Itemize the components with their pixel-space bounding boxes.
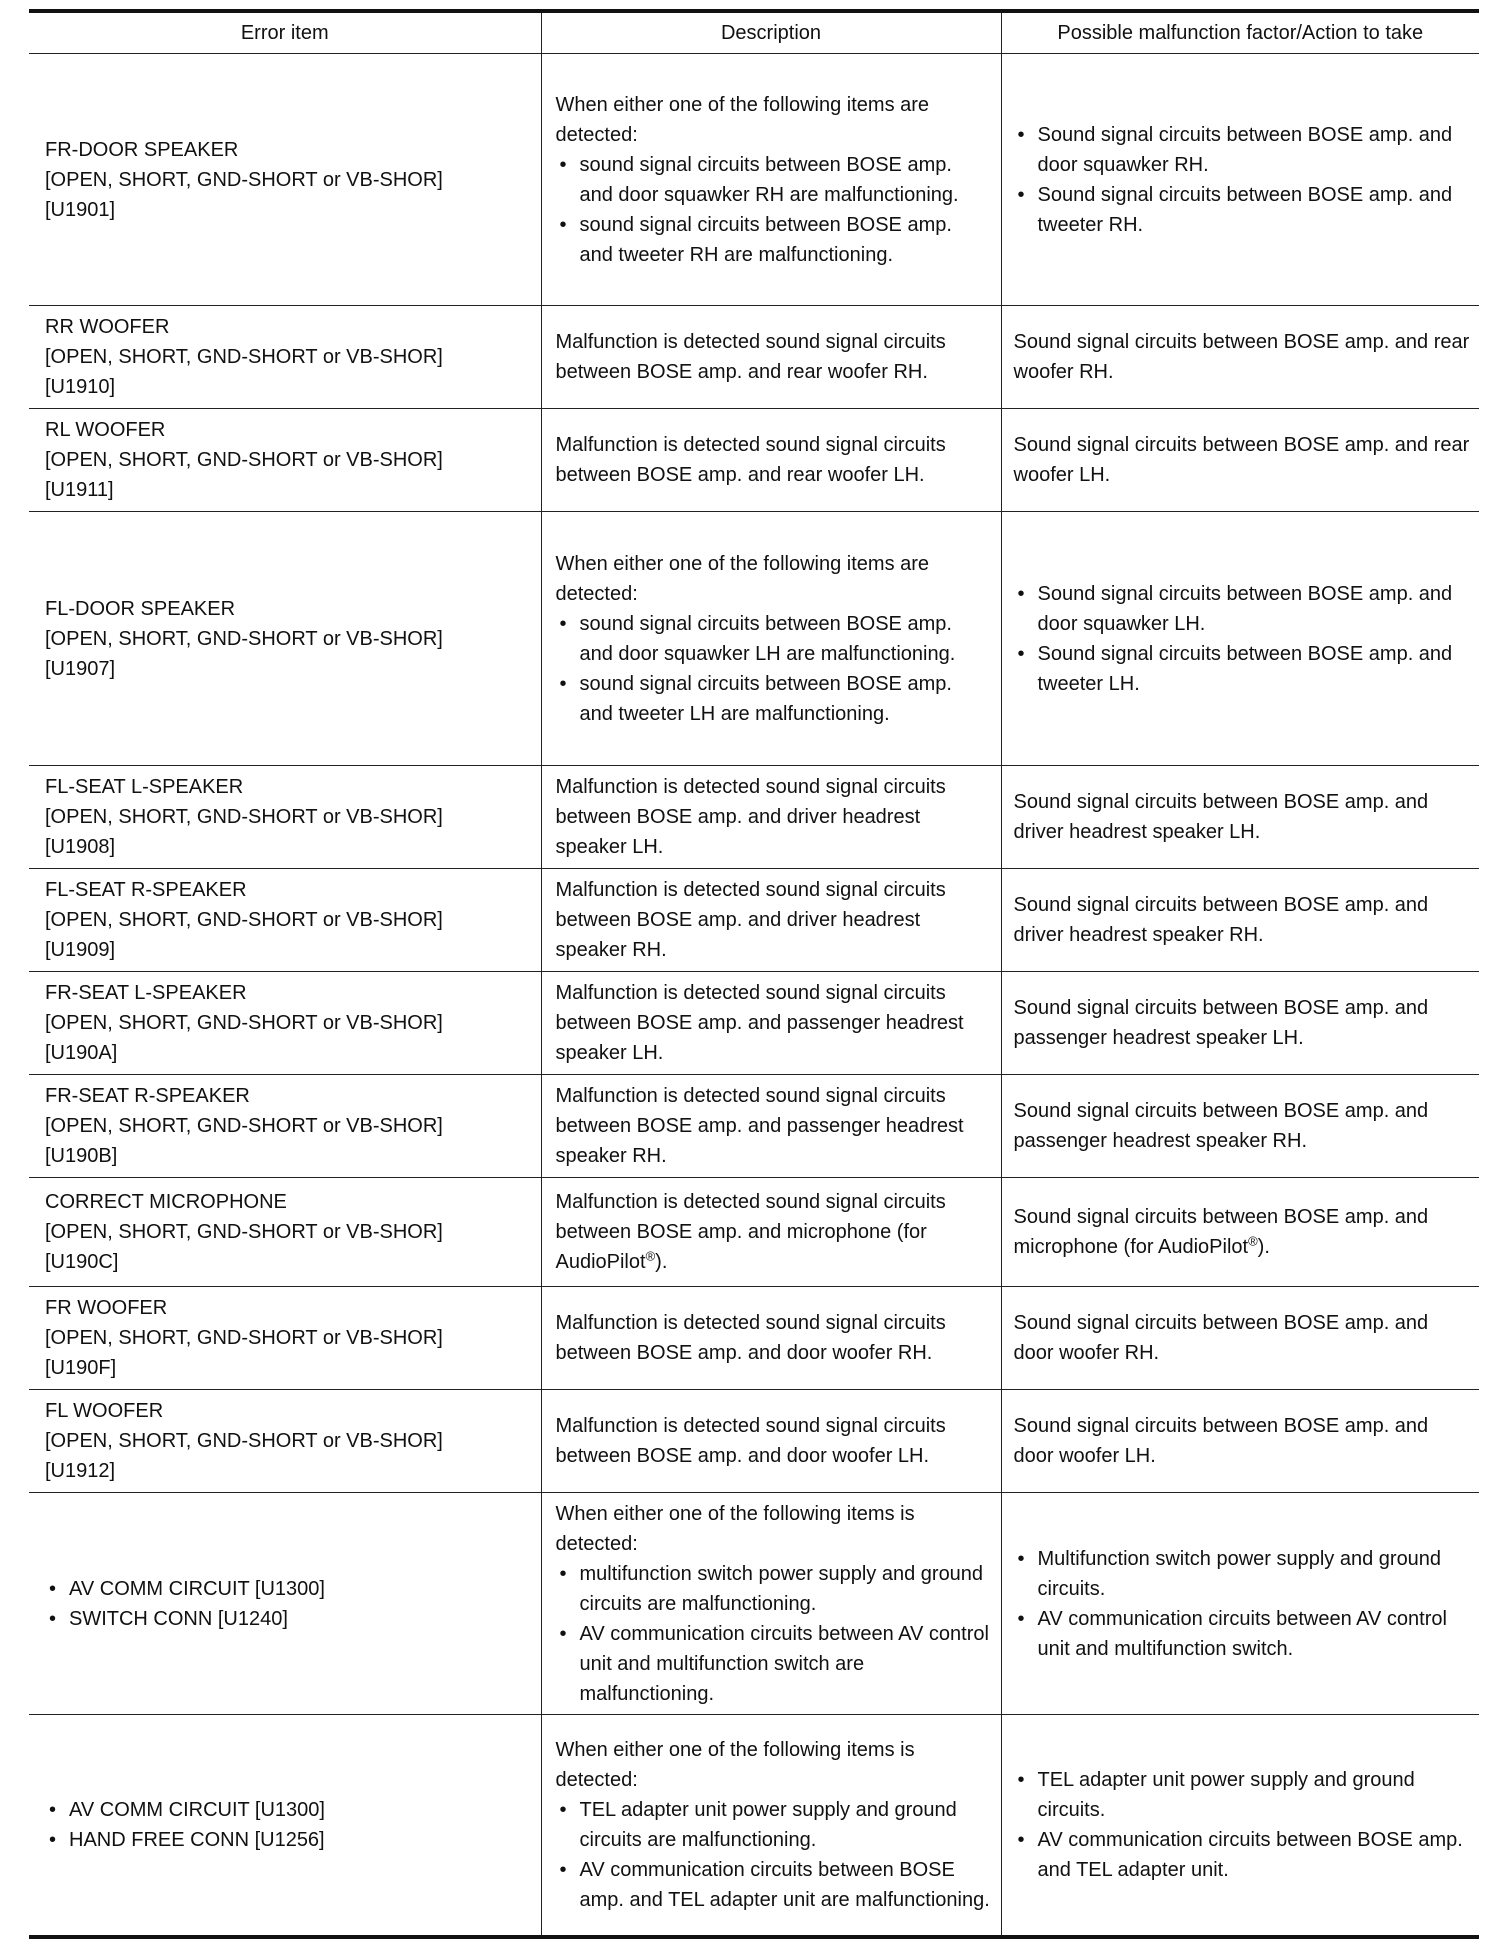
action-list: [1014, 120, 1472, 240]
error-item-name: FL-DOOR SPEAKER: [45, 597, 236, 620]
error-item-code: [U1909]: [45, 939, 116, 961]
description-intro: When either one of the following items is detected:: [555, 1738, 915, 1791]
action-bullet: • Sound signal circuits between BOSE amp. and tweeter RH.: [1014, 180, 1472, 240]
action-list: [1014, 579, 1472, 699]
action-cell: Sound signal circuits between BOSE amp. and door woofer RH.: [1001, 1287, 1479, 1390]
error-item-cell: [29, 869, 541, 972]
table-row: [29, 869, 1479, 972]
description-list: [556, 1559, 991, 1709]
description-cell: Malfunction is detected sound signal circuits between BOSE amp. and driver headrest speaker RH.: [541, 869, 1001, 972]
error-item-code: [U1901]: [45, 198, 116, 221]
table-row: [29, 1075, 1479, 1178]
error-item-condition: [OPEN, SHORT, GND-SHORT or VB-SHOR]: [45, 1221, 443, 1243]
action-suffix: ).: [1257, 1236, 1270, 1258]
action-bullet: • TEL adapter unit power supply and ground circuits.: [1014, 1765, 1472, 1825]
error-item-cell: [29, 306, 541, 409]
error-item-cell: [29, 1493, 541, 1715]
error-item-bullet: • SWITCH CONN [U1240]: [45, 1604, 527, 1634]
registered-mark: ®: [1248, 1233, 1258, 1249]
error-item-cell: [29, 1075, 541, 1178]
action-cell: Sound signal circuits between BOSE amp. and driver headrest speaker LH.: [1001, 766, 1479, 869]
error-item-condition: [OPEN, SHORT, GND-SHORT or VB-SHOR]: [45, 1115, 443, 1137]
error-item-code: [U190A]: [45, 1042, 118, 1064]
description-list: [556, 609, 991, 729]
action-cell: [1001, 1178, 1479, 1287]
description-bullet: • sound signal circuits between BOSE amp. and tweeter RH are malfunctioning.: [556, 210, 991, 270]
description-cell: Malfunction is detected sound signal circuits between BOSE amp. and rear woofer LH.: [541, 409, 1001, 512]
table-row: [29, 306, 1479, 409]
error-item-code: [U1908]: [45, 836, 116, 858]
action-cell: Sound signal circuits between BOSE amp. and rear woofer RH.: [1001, 306, 1479, 409]
description-cell: Malfunction is detected sound signal circuits between BOSE amp. and driver headrest speaker LH.: [541, 766, 1001, 869]
error-item-list: [45, 1795, 527, 1855]
description-bullet: • AV communication circuits between BOSE amp. and TEL adapter unit are malfunctioning.: [556, 1855, 991, 1915]
description-cell: Malfunction is detected sound signal circuits between BOSE amp. and door woofer RH.: [541, 1287, 1001, 1390]
error-item-name: FR-DOOR SPEAKER: [45, 138, 239, 161]
action-cell: [1001, 512, 1479, 766]
description-list: [556, 1795, 991, 1915]
error-item-code: [U1910]: [45, 376, 116, 398]
error-item-name: FR-SEAT L-SPEAKER: [45, 982, 247, 1004]
error-item-name: FR WOOFER: [45, 1297, 168, 1319]
table-row: [29, 1390, 1479, 1493]
action-cell: Sound signal circuits between BOSE amp. and passenger headrest speaker LH.: [1001, 972, 1479, 1075]
header-error-item: Error item: [29, 11, 541, 54]
table-header-row: [29, 11, 1479, 54]
error-item-cell: [29, 1715, 541, 1937]
description-cell: Malfunction is detected sound signal circuits between BOSE amp. and door woofer LH.: [541, 1390, 1001, 1493]
table-row: [29, 1287, 1479, 1390]
error-item-bullet: • AV COMM CIRCUIT [U1300]: [45, 1795, 527, 1825]
description-bullet: • sound signal circuits between BOSE amp. and door squawker LH are malfunctioning.: [556, 609, 991, 669]
action-list: [1014, 1765, 1472, 1885]
table-row: [29, 1493, 1479, 1715]
error-item-condition: [OPEN, SHORT, GND-SHORT or VB-SHOR]: [45, 1430, 443, 1452]
error-item-condition: [OPEN, SHORT, GND-SHORT or VB-SHOR]: [45, 1327, 443, 1349]
table-row: [29, 1715, 1479, 1937]
action-bullet: • Sound signal circuits between BOSE amp. and tweeter LH.: [1014, 639, 1472, 699]
description-cell: [541, 1715, 1001, 1937]
action-bullet: • Multifunction switch power supply and ground circuits.: [1014, 1544, 1472, 1604]
action-cell: [1001, 1493, 1479, 1715]
action-cell: Sound signal circuits between BOSE amp. and driver headrest speaker RH.: [1001, 869, 1479, 972]
error-item-name: FL-SEAT R-SPEAKER: [45, 879, 247, 901]
error-item-code: [U190F]: [45, 1357, 117, 1379]
header-description: Description: [541, 11, 1001, 54]
error-item-name: RR WOOFER: [45, 316, 170, 338]
description-cell: [541, 512, 1001, 766]
error-item-code: [U1912]: [45, 1460, 116, 1482]
error-item-bullet: • HAND FREE CONN [U1256]: [45, 1825, 527, 1855]
action-cell: [1001, 54, 1479, 306]
error-item-cell: [29, 54, 541, 306]
description-bullet: • sound signal circuits between BOSE amp. and door squawker RH are malfunctioning.: [556, 150, 991, 210]
error-item-code: [U1911]: [45, 479, 114, 501]
action-cell: [1001, 1715, 1479, 1937]
error-item-code: [U1907]: [45, 657, 116, 680]
error-item-name: RL WOOFER: [45, 419, 166, 441]
table-row: [29, 1178, 1479, 1287]
description-intro: When either one of the following items are detected:: [555, 93, 930, 146]
description-list: [556, 150, 991, 270]
description-bullet: • multifunction switch power supply and ground circuits are malfunctioning.: [556, 1559, 991, 1619]
error-item-condition: [OPEN, SHORT, GND-SHORT or VB-SHOR]: [45, 449, 443, 471]
description-cell: Malfunction is detected sound signal circuits between BOSE amp. and rear woofer RH.: [541, 306, 1001, 409]
description-cell: [541, 1178, 1001, 1287]
action-bullet: • AV communication circuits between BOSE amp. and TEL adapter unit.: [1014, 1825, 1472, 1885]
error-item-condition: [OPEN, SHORT, GND-SHORT or VB-SHOR]: [45, 806, 443, 828]
description-cell: Malfunction is detected sound signal circuits between BOSE amp. and passenger headrest speaker RH.: [541, 1075, 1001, 1178]
table-row: [29, 972, 1479, 1075]
header-action: Possible malfunction factor/Action to take: [1001, 11, 1479, 54]
action-cell: Sound signal circuits between BOSE amp. and passenger headrest speaker RH.: [1001, 1075, 1479, 1178]
action-cell: Sound signal circuits between BOSE amp. and door woofer LH.: [1001, 1390, 1479, 1493]
error-item-condition: [OPEN, SHORT, GND-SHORT or VB-SHOR]: [45, 909, 443, 931]
action-text: Sound signal circuits between BOSE amp. and microphone (for AudioPilot: [1013, 1206, 1429, 1258]
description-suffix: ).: [655, 1251, 668, 1273]
error-item-condition: [OPEN, SHORT, GND-SHORT or VB-SHOR]: [45, 1012, 443, 1034]
error-item-bullet: • AV COMM CIRCUIT [U1300]: [45, 1574, 527, 1604]
action-bullet: • Sound signal circuits between BOSE amp. and door squawker LH.: [1014, 579, 1472, 639]
error-item-name: FL WOOFER: [45, 1400, 164, 1422]
error-item-cell: [29, 409, 541, 512]
error-item-name: FR-SEAT R-SPEAKER: [45, 1085, 250, 1107]
error-item-cell: [29, 1178, 541, 1287]
description-bullet: • AV communication circuits between AV control unit and multifunction switch are malfunctioning.: [556, 1619, 991, 1709]
table-row: [29, 54, 1479, 306]
table-row: [29, 409, 1479, 512]
action-bullet: • Sound signal circuits between BOSE amp. and door squawker RH.: [1014, 120, 1472, 180]
error-item-name: FL-SEAT L-SPEAKER: [45, 776, 244, 798]
error-item-cell: [29, 512, 541, 766]
error-item-cell: [29, 972, 541, 1075]
description-cell: [541, 54, 1001, 306]
error-item-code: [U190C]: [45, 1251, 119, 1273]
error-item-list: [45, 1574, 527, 1634]
error-item-table: [29, 9, 1479, 1939]
description-intro: When either one of the following items are detected:: [555, 552, 930, 605]
description-text: Malfunction is detected sound signal circuits between BOSE amp. and microphone (for AudioPilot: [555, 1191, 946, 1273]
action-list: [1014, 1544, 1472, 1664]
table-row: [29, 512, 1479, 766]
description-bullet: • TEL adapter unit power supply and ground circuits are malfunctioning.: [556, 1795, 991, 1855]
description-cell: Malfunction is detected sound signal circuits between BOSE amp. and passenger headrest speaker LH.: [541, 972, 1001, 1075]
description-intro: When either one of the following items is detected:: [555, 1502, 915, 1555]
error-item-name: CORRECT MICROPHONE: [45, 1191, 287, 1213]
table-row: [29, 766, 1479, 869]
description-cell: [541, 1493, 1001, 1715]
error-item-condition: [OPEN, SHORT, GND-SHORT or VB-SHOR]: [45, 346, 443, 368]
error-item-cell: [29, 766, 541, 869]
error-item-code: [U190B]: [45, 1145, 118, 1167]
error-item-condition: [OPEN, SHORT, GND-SHORT or VB-SHOR]: [45, 627, 443, 650]
action-cell: Sound signal circuits between BOSE amp. and rear woofer LH.: [1001, 409, 1479, 512]
description-bullet: • sound signal circuits between BOSE amp. and tweeter LH are malfunctioning.: [556, 669, 991, 729]
registered-mark: ®: [645, 1248, 656, 1264]
error-item-cell: [29, 1390, 541, 1493]
action-bullet: • AV communication circuits between AV control unit and multifunction switch.: [1014, 1604, 1472, 1664]
error-item-cell: [29, 1287, 541, 1390]
error-item-condition: [OPEN, SHORT, GND-SHORT or VB-SHOR]: [45, 168, 443, 191]
